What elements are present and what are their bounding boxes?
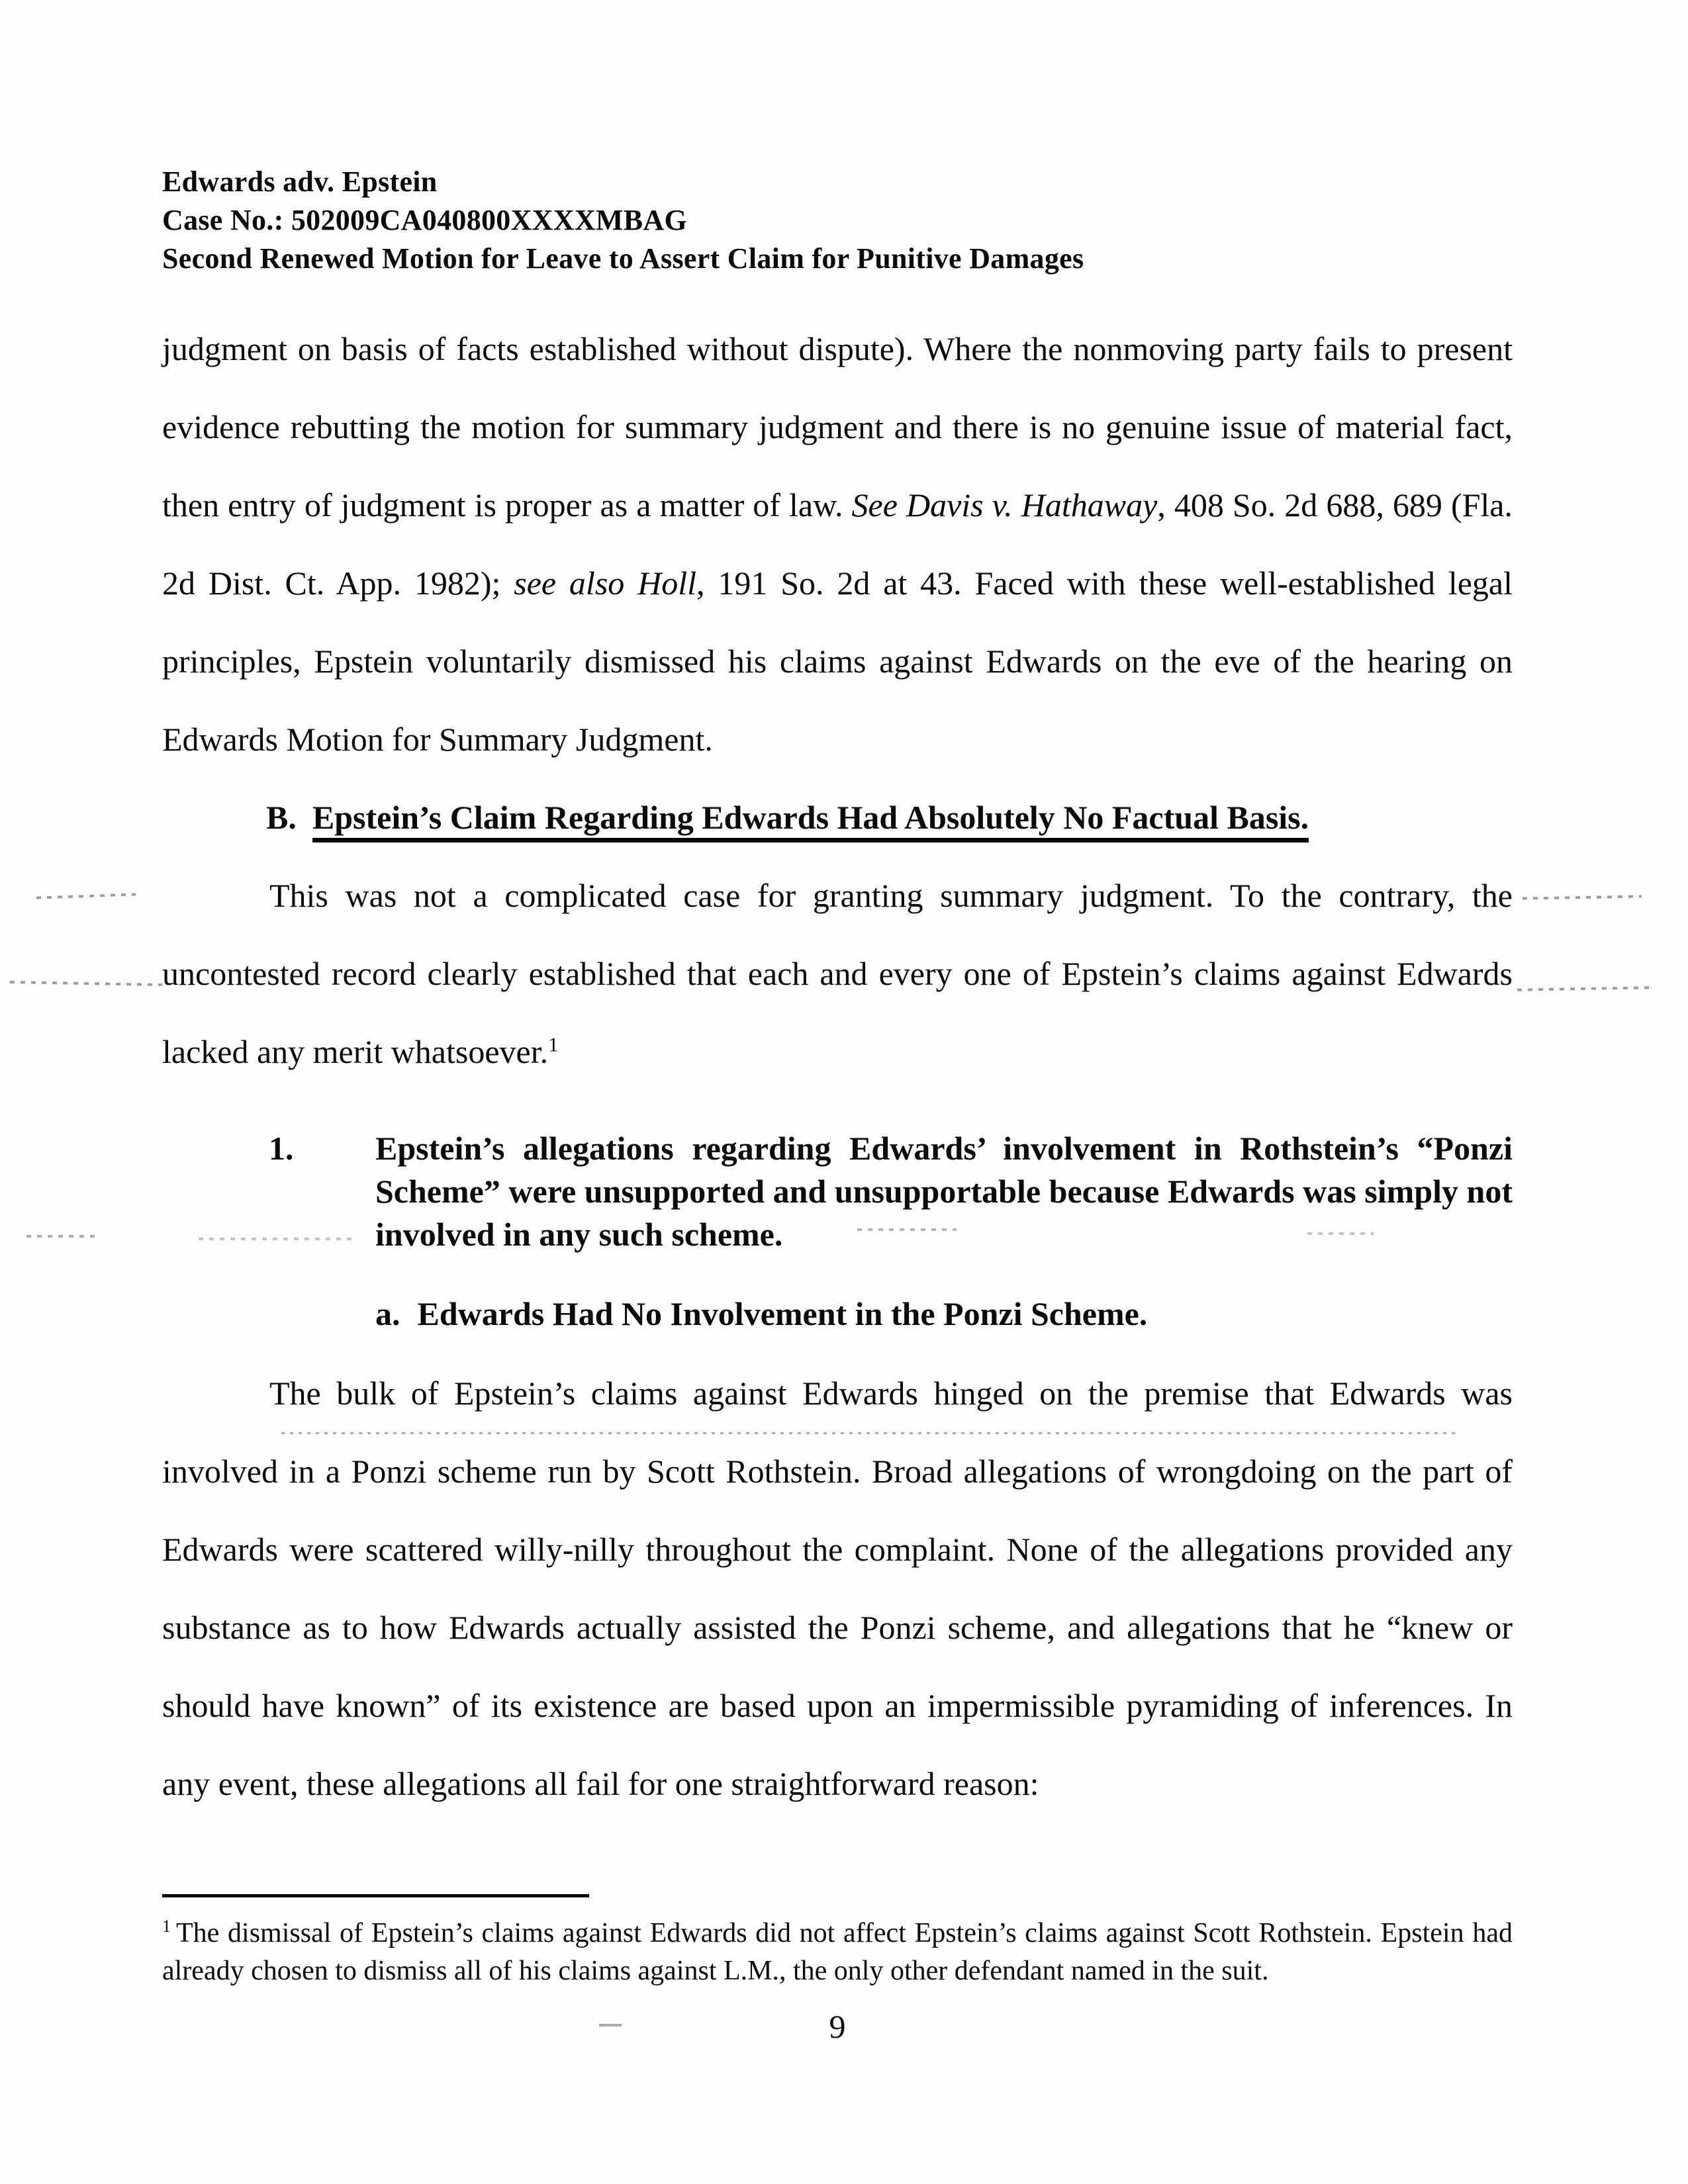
footnote-text (162, 1915, 1513, 1990)
section-b-heading (266, 778, 1513, 856)
paragraph-summary-judgment: judgment on basis of facts established without dispute). Where the nonmoving party fails to present evidence rebutting the motion for summary judgment and there is no genuine issue of material fact, then entry of judgment is proper as a matter of law. See Davis v. Hathaway, 408 So. 2d 688, 689 (Fla. 2d Dist. Ct. App. 1982); see also Holl, 191 So. 2d at 43. Faced with these well-established legal principles, Epstein voluntarily dismissed his claims against Edwards on the eve of the hearing on Edwards Motion for Summary Judgment. (162, 330, 1513, 758)
footnote-marker: 1 (162, 1917, 171, 1936)
section-b-title: Epstein’s Claim Regarding Edwards Had Absolutely No Factual Basis. (312, 799, 1309, 842)
footnote-body: The dismissal of Epstein’s claims against Edwards did not affect Epstein’s claims against Scott Rothstein. Epstein had already chosen to dismiss all of his claims against L.M., the only other defendant named in the suit. (162, 1918, 1513, 1986)
page-number: 9 (829, 2008, 846, 2045)
subheading-1 (269, 1127, 1513, 1256)
subheading-a (375, 1293, 1513, 1336)
scan-artifact (10, 981, 162, 986)
scan-artifact (26, 1235, 99, 1238)
section-b-number: B. (266, 799, 297, 836)
document-body (162, 310, 1513, 1823)
document-footer (162, 1894, 1513, 2046)
paragraph-bulk-of-claims: The bulk of Epstein’s claims against Edwards hinged on the premise that Edwards was involved in a Ponzi scheme run by Scott Rothstein. Broad allegations of wrongdoing on the part of Edwards were scattered willy-nilly throughout the complaint. None of the allegations provided any substance as to how Edwards actually assisted the Ponzi scheme, and allegations that he “knew or should have known” of its existence are based upon an impermissible pyramiding of inferences. In any event, these allegations all fail for one straightforward reason: (162, 1375, 1513, 1802)
scan-artifact (36, 893, 136, 899)
document-header (162, 163, 1084, 278)
paragraph-no-factual-basis: This was not a complicated case for granting summary judgment. To the contrary, the uncontested record clearly established that each and every one of Epstein’s claims against Edwards lacked any merit whatsoever.$^1$ (162, 877, 1513, 1070)
subheading-1-text: Epstein’s allegations regarding Edwards’ involvement in Rothstein’s “Ponzi Scheme” were unsupported and unsupportable because Edwards was simply not involved in any such scheme. (375, 1130, 1513, 1253)
subheading-1-number: 1. (269, 1130, 294, 1167)
header-motion-title: Second Renewed Motion for Leave to Assert Claim for Punitive Damages (162, 242, 1084, 275)
header-case-name: Edwards adv. Epstein (162, 165, 438, 198)
subheading-a-number: a. (375, 1295, 400, 1332)
scan-artifact (1517, 986, 1653, 991)
header-case-number: Case No.: 502009CA040800XXXXMBAG (162, 204, 687, 236)
subheading-a-text: Edwards Had No Involvement in the Ponzi Scheme. (417, 1295, 1148, 1332)
scan-artifact (1523, 895, 1642, 899)
footnote-separator-rule (162, 1894, 589, 1897)
